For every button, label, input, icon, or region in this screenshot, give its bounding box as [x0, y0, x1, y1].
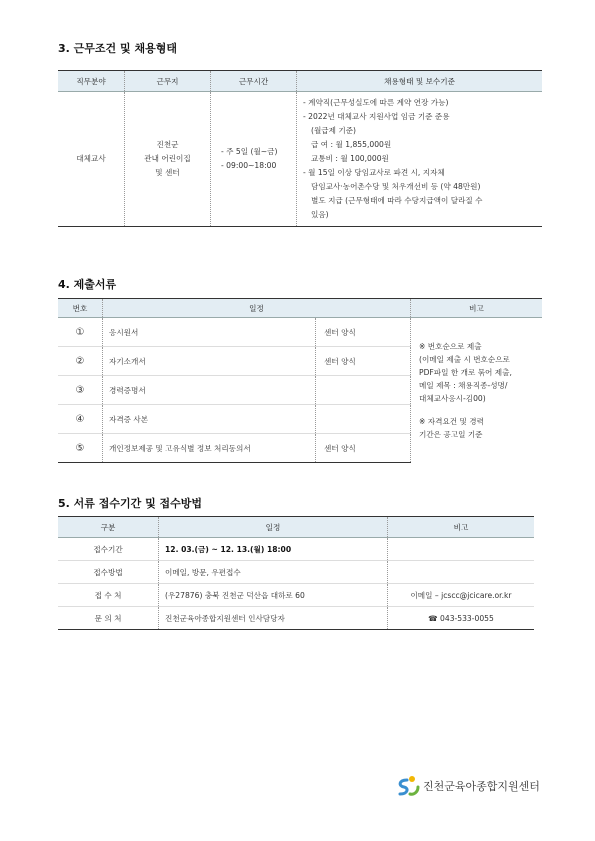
col-header-hours: 근무시간: [211, 71, 297, 92]
col-header-number: 번호: [58, 299, 103, 318]
col-header-notes: 비고: [411, 299, 543, 318]
col-header-field: 직무분야: [58, 71, 125, 92]
col-header-conditions: 채용형태 및 보수기준: [297, 71, 543, 92]
footer-logo: [394, 775, 540, 797]
col-header-schedule: 일정: [159, 517, 388, 538]
work-hours: - 주 5일 (월~금) - 09:00~18:00: [211, 92, 297, 227]
col-header-category: 구분: [58, 517, 159, 538]
documents-table: [58, 298, 542, 463]
employment-conditions: - 계약직(근무성실도에 따른 계약 연장 가능) - 2022년 대체교사 지원사업 임금 기준 준용 (월급제 기준) 급 여 : 월 1,855,000원 교통비 : 월 100,000원 - 월 15일 이상 당임교사로 파견 시, 지자체 담임교사·농어촌수당 및 처우개선비 등 (약 48만원) 별도 지급 (근무형태에 따라 수당지급액이 달라질 수 있음): [297, 92, 543, 227]
work-place: 진천군 관내 어린이집 및 센터: [125, 92, 211, 227]
table-row: ④ 자격증 사본: [58, 405, 542, 434]
table-row: ③ 경력증명서: [58, 376, 542, 405]
table-row: 문 의 처 진천군육아종합지원센터 인사담당자 ☎ 043-533-0055: [58, 607, 534, 630]
table-row: 접수방법 이메일, 방문, 우편접수: [58, 561, 534, 584]
col-header-place: 근무지: [125, 71, 211, 92]
section-4-title: 4. 제출서류: [58, 278, 117, 291]
work-conditions-table: [58, 70, 542, 227]
job-field: 대체교사: [58, 92, 125, 227]
contact-email: 이메일 – jcscc@jcicare.or.kr: [388, 584, 535, 607]
table-row: ② 자기소개서 센터 양식: [58, 347, 542, 376]
section-5-title: 5. 서류 접수기간 및 접수방법: [58, 497, 203, 510]
documents-note: ※ 번호순으로 제출 (이메일 제출 시 번호순으로 PDF파일 한 개로 묶어 제출, 메일 제목 : 채용직종-성명/ 대체교사응시-김00) ※ 자격요건 및 경력 기간은 공고일 기준: [411, 318, 543, 463]
col-header-schedule: 일정: [103, 299, 411, 318]
org-logo-icon: [394, 775, 420, 797]
application-period: 12. 03.(금) ~ 12. 13.(월) 18:00: [159, 538, 388, 561]
application-table: [58, 516, 534, 630]
col-header-notes: 비고: [388, 517, 535, 538]
org-name: 진천군육아종합지원센터: [423, 780, 540, 793]
section-3-title: 3. 근무조건 및 채용형태: [58, 42, 177, 55]
table-row: 접 수 처 (우27876) 충북 진천군 덕산읍 대하로 60 이메일 – jcscc@jcicare.or.kr: [58, 584, 534, 607]
table-row: ① 응시원서 센터 양식 ※ 번호순으로 제출 (이메일 제출 시 번호순으로 PDF파일 한 개로 묶어 제출, 메일 제목 : 채용직종-성명/ 대체교사응시-김00) ※ 자격요건 및 경력 기간은 공고일 기준: [58, 318, 542, 347]
table-row: 접수기간 12. 03.(금) ~ 12. 13.(월) 18:00: [58, 538, 534, 561]
contact-phone: ☎ 043-533-0055: [388, 607, 535, 630]
table-row: ⑤ 개인정보제공 및 고유식별 정보 처리동의서 센터 양식: [58, 434, 542, 463]
